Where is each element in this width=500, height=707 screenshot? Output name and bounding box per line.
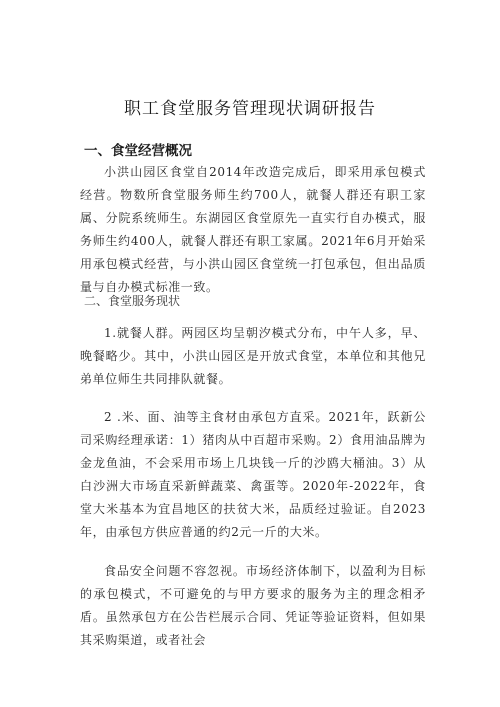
- paragraph-operations-overview: 小洪山园区食堂自2014年改造完成后，即采用承包模式经营。物数所食堂服务师生约700人，就餐人群还有职工家属、分院系统师生。东湖园区食堂原先一直实行自办模式，服务师生约400人，就餐人群还有职工家属。2021年6月开始采用承包模式经营，与小洪山园区食堂统一打包承包，但出品质量与自办模式标准一致。: [80, 165, 426, 294]
- paragraph-food-safety: 食品安全问题不容忽视。市场经济体制下，以盈利为目标的承包模式，不可避免的与甲方要求的服务为主的理念相矛盾。虽然承包方在公告栏展示合同、凭证等验证资料，但如果其采购渠道，或者社会: [80, 564, 426, 647]
- paragraph-dining-population: 1.就餐人群。两园区均呈朝汐模式分布，中午人多，早、晚餐略少。其中，小洪山园区是开放式食堂，本单位和其他兄弟单位师生共同排队就餐。: [80, 326, 426, 386]
- section-heading-operations: 一、食堂经营概况: [84, 143, 192, 159]
- paragraph-food-sourcing: 2 .米、面、油等主食材由承包方直采。2021年，跃新公司采购经理承诺：1）猪肉从中百超市采购。2）食用油品牌为金龙鱼油，不会采用市场上几块钱一斤的沙鸥大桶油。3）从白沙洲大市场直采新鲜蔬菜、禽蛋等。2020年-2022年，食堂大米基本为宜昌地区的扶贫大米，品质经过验证。自2023年，由承包方供应普通的约2元一斤的大米。: [80, 410, 426, 539]
- document-title: 职工食堂服务管理现状调研报告: [124, 99, 376, 119]
- section-heading-service-status: 二、食堂服务现状: [84, 294, 181, 308]
